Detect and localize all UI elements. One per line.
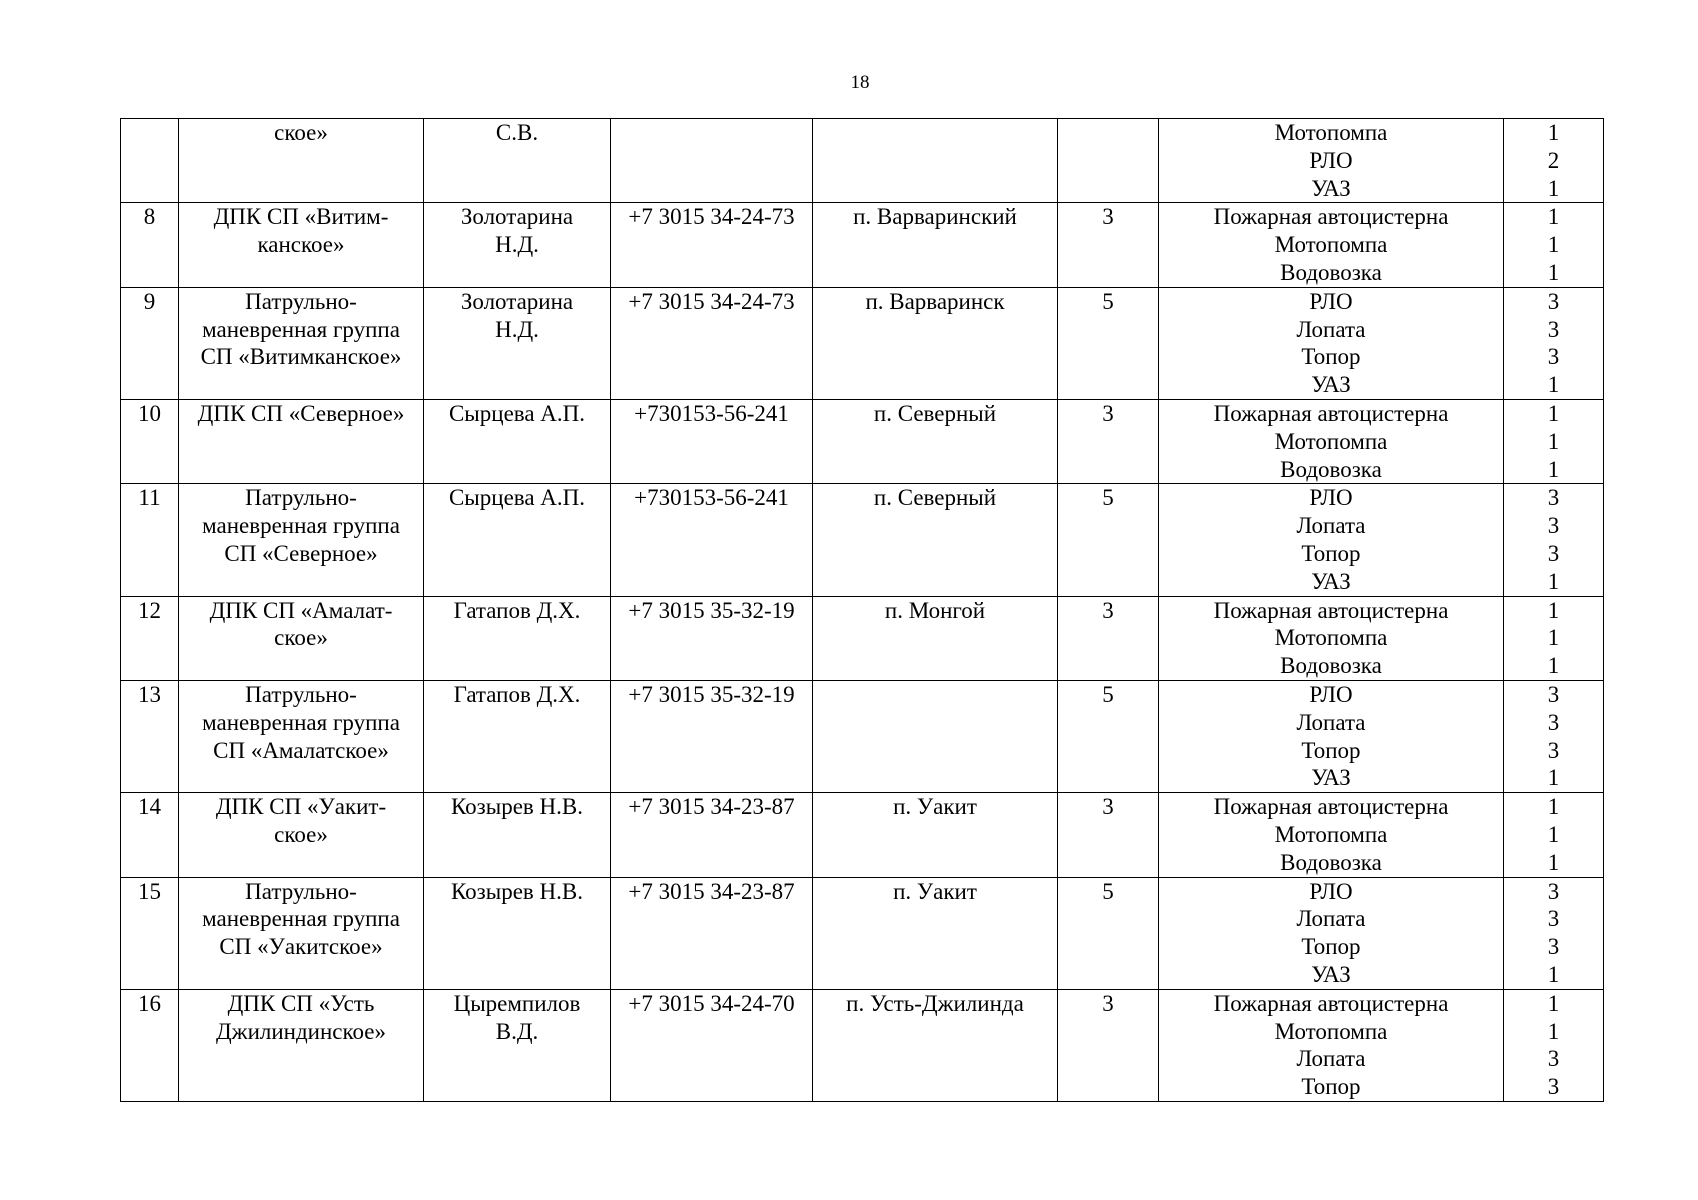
responsible-person-line: Н.Д.: [495, 232, 539, 258]
organization-name-cell: [179, 287, 424, 399]
location-text: п. Монгой: [884, 597, 986, 623]
responsible-person-line: Козырев Н.В.: [450, 878, 583, 904]
quantity-list-cell: [1504, 119, 1604, 203]
location-cell: [813, 680, 1058, 792]
phone-cell: [611, 119, 813, 203]
phone-cell: [611, 399, 813, 483]
page-number: 18: [850, 72, 870, 93]
responsible-person-line: Козырев Н.В.: [450, 794, 583, 820]
organization-name-line: ское»: [274, 625, 328, 651]
phone-cell: [611, 484, 813, 596]
responsible-person-cell: [424, 877, 611, 989]
table-row: [121, 484, 1604, 596]
organization-name-cell: [179, 680, 424, 792]
quantity-list-line: 1: [1547, 259, 1560, 285]
location-text: п. Уакит: [893, 794, 977, 820]
responsible-person-line: Золотарина: [460, 288, 574, 314]
quantity-list-line: 1: [1547, 428, 1560, 454]
responsible-person-line: Сырцева А.П.: [448, 400, 586, 426]
equipment-list-line: УАЗ: [1311, 175, 1351, 201]
quantity-list-line: 1: [1547, 990, 1560, 1016]
organization-name-line: Джилиндинское»: [215, 1018, 386, 1044]
row-number-text: 8: [143, 204, 156, 230]
equipment-list-cell: [1159, 484, 1504, 596]
table-row: [121, 399, 1604, 483]
organization-name-line: канское»: [257, 232, 345, 258]
organization-name-cell: [179, 399, 424, 483]
phone-text: +7 3015 35-32-19: [628, 681, 795, 707]
row-number-cell: [121, 680, 179, 792]
location-text: п. Варваринск: [865, 288, 1005, 314]
personnel-count-text: 3: [1102, 794, 1114, 820]
responsible-person-line: Н.Д.: [495, 316, 539, 342]
quantity-list-line: 3: [1547, 878, 1560, 904]
equipment-list-line: Мотопомпа: [1274, 1018, 1388, 1044]
equipment-list-line: Мотопомпа: [1274, 232, 1388, 258]
row-number-cell: [121, 399, 179, 483]
quantity-list-line: 1: [1547, 821, 1560, 847]
equipment-list-cell: [1159, 287, 1504, 399]
personnel-count-text: 3: [1102, 204, 1114, 230]
equipment-list-line: Водовозка: [1280, 259, 1382, 285]
quantity-list-line: 1: [1547, 765, 1560, 791]
organization-name-line: ДПК СП «Северное»: [197, 400, 405, 426]
equipment-list-line: Мотопомпа: [1274, 625, 1388, 651]
organization-name-line: СП «Уакитское»: [219, 934, 383, 960]
responsible-person-cell: [424, 680, 611, 792]
quantity-list-line: 1: [1547, 175, 1560, 201]
location-cell: [813, 484, 1058, 596]
responsible-person-line: Гатапов Д.Х.: [453, 681, 581, 707]
equipment-list-cell: [1159, 989, 1504, 1101]
quantity-list-line: 3: [1547, 681, 1560, 707]
organization-name-line: маневренная группа: [202, 906, 400, 932]
organization-name-line: ДПК СП «Витим-: [213, 204, 389, 230]
organization-name-cell: [179, 203, 424, 287]
quantity-list-line: 3: [1547, 485, 1560, 511]
equipment-list-line: Мотопомпа: [1274, 821, 1388, 847]
quantity-list-line: 3: [1547, 906, 1560, 932]
row-number-text: 13: [138, 681, 161, 707]
equipment-list-line: Мотопомпа: [1274, 428, 1388, 454]
location-text: п. Уакит: [893, 878, 977, 904]
equipment-list-line: Лопата: [1296, 513, 1366, 539]
quantity-list-line: 1: [1547, 400, 1560, 426]
quantity-list-line: 3: [1547, 540, 1560, 566]
quantity-list-line: 3: [1547, 1046, 1560, 1072]
quantity-list-cell: [1504, 484, 1604, 596]
responsible-person-cell: [424, 119, 611, 203]
equipment-list-line: Пожарная автоцистерна: [1213, 794, 1449, 820]
equipment-list-line: УАЗ: [1311, 765, 1351, 791]
equipment-list-line: Водовозка: [1280, 849, 1382, 875]
quantity-list-line: 2: [1547, 147, 1560, 173]
organization-name-line: ДПК СП «Амалат-: [209, 597, 393, 623]
row-number-text: 12: [138, 597, 161, 623]
quantity-list-cell: [1504, 793, 1604, 877]
equipment-list-line: Пожарная автоцистерна: [1213, 597, 1449, 623]
responsible-person-line: Цыремпилов: [453, 990, 581, 1016]
phone-cell: [611, 877, 813, 989]
phone-text: +7 3015 34-24-73: [628, 288, 795, 314]
personnel-count-cell: [1058, 989, 1159, 1101]
organization-name-line: Патрульно-: [245, 485, 357, 511]
equipment-list-cell: [1159, 680, 1504, 792]
phone-cell: [611, 680, 813, 792]
equipment-list-line: Топор: [1301, 934, 1361, 960]
quantity-list-line: 1: [1547, 204, 1560, 230]
quantity-list-line: 3: [1547, 709, 1560, 735]
equipment-list-line: Лопата: [1296, 1046, 1366, 1072]
responsible-person-cell: [424, 399, 611, 483]
location-cell: [813, 203, 1058, 287]
equipment-list-cell: [1159, 596, 1504, 680]
personnel-count-cell: [1058, 596, 1159, 680]
phone-cell: [611, 793, 813, 877]
equipment-list-line: Пожарная автоцистерна: [1213, 204, 1449, 230]
personnel-count-cell: [1058, 119, 1159, 203]
phone-cell: [611, 203, 813, 287]
row-number-cell: [121, 989, 179, 1101]
personnel-count-cell: [1058, 287, 1159, 399]
responsible-person-cell: [424, 203, 611, 287]
equipment-list-line: Лопата: [1296, 709, 1366, 735]
quantity-list-line: 3: [1547, 737, 1560, 763]
table-body: [121, 119, 1604, 1102]
equipment-list-line: РЛО: [1309, 288, 1353, 314]
equipment-list-cell: [1159, 877, 1504, 989]
equipment-list-line: Топор: [1301, 540, 1361, 566]
quantity-list-cell: [1504, 203, 1604, 287]
row-number-text: 14: [138, 794, 161, 820]
phone-text: +7 3015 35-32-19: [628, 597, 795, 623]
location-text: п. Варваринский: [853, 204, 1017, 230]
equipment-list-line: РЛО: [1309, 485, 1353, 511]
equipment-list-line: Топор: [1301, 344, 1361, 370]
personnel-count-cell: [1058, 484, 1159, 596]
row-number-text: 15: [138, 878, 161, 904]
responsible-person-cell: [424, 287, 611, 399]
table-row: [121, 287, 1604, 399]
quantity-list-line: 1: [1547, 849, 1560, 875]
equipment-list-line: УАЗ: [1311, 568, 1351, 594]
quantity-list-line: 1: [1547, 653, 1560, 679]
quantity-list-line: 1: [1547, 120, 1560, 145]
organization-name-line: СП «Витимканское»: [200, 344, 402, 370]
quantity-list-line: 1: [1547, 961, 1560, 987]
phone-text: +7 3015 34-24-70: [628, 990, 795, 1016]
quantity-list-cell: [1504, 596, 1604, 680]
location-cell: [813, 596, 1058, 680]
table-row: [121, 989, 1604, 1101]
row-number-cell: [121, 484, 179, 596]
organization-name-line: ДПК СП «Уакит-: [215, 794, 387, 820]
equipment-list-line: Водовозка: [1280, 653, 1382, 679]
responsible-person-cell: [424, 596, 611, 680]
personnel-count-text: 3: [1102, 990, 1114, 1016]
equipment-list-line: Лопата: [1296, 316, 1366, 342]
quantity-list-line: 1: [1547, 568, 1560, 594]
table-row: [121, 203, 1604, 287]
personnel-count-text: 3: [1102, 597, 1114, 623]
organization-name-line: Патрульно-: [245, 681, 357, 707]
location-cell: [813, 989, 1058, 1101]
responsible-person-cell: [424, 484, 611, 596]
phone-text: +7 3015 34-23-87: [628, 878, 795, 904]
phone-text: +7 3015 34-23-87: [628, 794, 795, 820]
location-cell: [813, 877, 1058, 989]
equipment-list-cell: [1159, 399, 1504, 483]
responsible-person-cell: [424, 793, 611, 877]
quantity-list-line: 3: [1547, 513, 1560, 539]
organization-name-cell: [179, 484, 424, 596]
equipment-list-line: Пожарная автоцистерна: [1213, 990, 1449, 1016]
responsible-person-line: Сырцева А.П.: [448, 485, 586, 511]
quantity-list-line: 3: [1547, 344, 1560, 370]
quantity-list-line: 1: [1547, 372, 1560, 398]
organization-name-line: маневренная группа: [202, 316, 400, 342]
quantity-list-cell: [1504, 989, 1604, 1101]
quantity-list-line: 3: [1547, 1074, 1560, 1100]
phone-cell: [611, 596, 813, 680]
organization-name-cell: [179, 596, 424, 680]
equipment-list-line: РЛО: [1309, 147, 1353, 173]
row-number-cell: [121, 287, 179, 399]
quantity-list-cell: [1504, 877, 1604, 989]
table-row: [121, 793, 1604, 877]
organization-name-line: Патрульно-: [245, 878, 357, 904]
equipment-list-line: Лопата: [1296, 906, 1366, 932]
personnel-count-cell: [1058, 203, 1159, 287]
location-text: п. Северный: [873, 485, 997, 511]
organization-name-line: Патрульно-: [245, 288, 357, 314]
quantity-list-line: 1: [1547, 625, 1560, 651]
row-number-cell: [121, 596, 179, 680]
personnel-count-cell: [1058, 877, 1159, 989]
responsible-person-cell: [424, 989, 611, 1101]
equipment-list-line: РЛО: [1309, 878, 1353, 904]
phone-text: +730153-56-241: [634, 485, 789, 511]
quantity-list-line: 1: [1547, 597, 1560, 623]
equipment-list-line: УАЗ: [1311, 372, 1351, 398]
responsible-person-line: Гатапов Д.Х.: [453, 597, 581, 623]
equipment-list-line: Топор: [1301, 1074, 1361, 1100]
responsible-person-line: С.В.: [495, 120, 539, 145]
organization-name-cell: [179, 877, 424, 989]
table-row: [121, 119, 1604, 203]
quantity-list-cell: [1504, 399, 1604, 483]
row-number-text: 16: [138, 990, 161, 1016]
personnel-count-cell: [1058, 793, 1159, 877]
quantity-list-line: 3: [1547, 288, 1560, 314]
quantity-list-cell: [1504, 680, 1604, 792]
responsible-person-line: В.Д.: [495, 1018, 539, 1044]
quantity-list-line: 1: [1547, 232, 1560, 258]
equipment-list-cell: [1159, 203, 1504, 287]
personnel-count-text: 5: [1102, 288, 1114, 314]
phone-cell: [611, 287, 813, 399]
organization-name-cell: [179, 119, 424, 203]
organization-name-line: СП «Северное»: [224, 540, 378, 566]
quantity-list-line: 1: [1547, 794, 1560, 820]
row-number-text: 10: [138, 400, 161, 426]
organization-name-line: ское»: [274, 120, 328, 145]
row-number-text: 11: [138, 485, 161, 511]
equipment-list-line: РЛО: [1309, 681, 1353, 707]
quantity-list-line: 3: [1547, 316, 1560, 342]
phone-text: +7 3015 34-24-73: [628, 204, 795, 230]
quantity-list-line: 1: [1547, 456, 1560, 482]
organization-name-line: ДПК СП «Усть: [227, 990, 375, 1016]
row-number-cell: [121, 793, 179, 877]
equipment-list-line: Топор: [1301, 737, 1361, 763]
table-row: [121, 680, 1604, 792]
personnel-count-cell: [1058, 680, 1159, 792]
quantity-list-line: 1: [1547, 1018, 1560, 1044]
quantity-list-cell: [1504, 287, 1604, 399]
row-number-cell: [121, 877, 179, 989]
personnel-count-cell: [1058, 399, 1159, 483]
equipment-table: [120, 118, 1604, 1102]
organization-name-line: маневренная группа: [202, 513, 400, 539]
location-text: п. Северный: [873, 400, 997, 426]
location-cell: [813, 119, 1058, 203]
personnel-count-text: 5: [1102, 485, 1114, 511]
equipment-list-cell: [1159, 793, 1504, 877]
location-cell: [813, 793, 1058, 877]
table-row: [121, 596, 1604, 680]
phone-text: +730153-56-241: [634, 400, 789, 426]
equipment-list-cell: [1159, 119, 1504, 203]
personnel-count-text: 5: [1102, 878, 1114, 904]
organization-name-line: СП «Амалатское»: [213, 737, 389, 763]
responsible-person-line: Золотарина: [460, 204, 574, 230]
equipment-list-line: Мотопомпа: [1274, 120, 1388, 145]
equipment-list-line: УАЗ: [1311, 961, 1351, 987]
row-number-text: 9: [143, 288, 156, 314]
quantity-list-line: 3: [1547, 934, 1560, 960]
table-row: [121, 877, 1604, 989]
equipment-list-line: Пожарная автоцистерна: [1213, 400, 1449, 426]
personnel-count-text: 5: [1102, 681, 1114, 707]
organization-name-line: ское»: [274, 821, 328, 847]
location-cell: [813, 287, 1058, 399]
location-text: п. Усть-Джилинда: [846, 990, 1024, 1016]
phone-cell: [611, 989, 813, 1101]
organization-name-cell: [179, 989, 424, 1101]
organization-name-line: маневренная группа: [202, 709, 400, 735]
location-cell: [813, 399, 1058, 483]
equipment-list-line: Водовозка: [1280, 456, 1382, 482]
personnel-count-text: 3: [1102, 400, 1114, 426]
row-number-cell: [121, 119, 179, 203]
row-number-cell: [121, 203, 179, 287]
organization-name-cell: [179, 793, 424, 877]
